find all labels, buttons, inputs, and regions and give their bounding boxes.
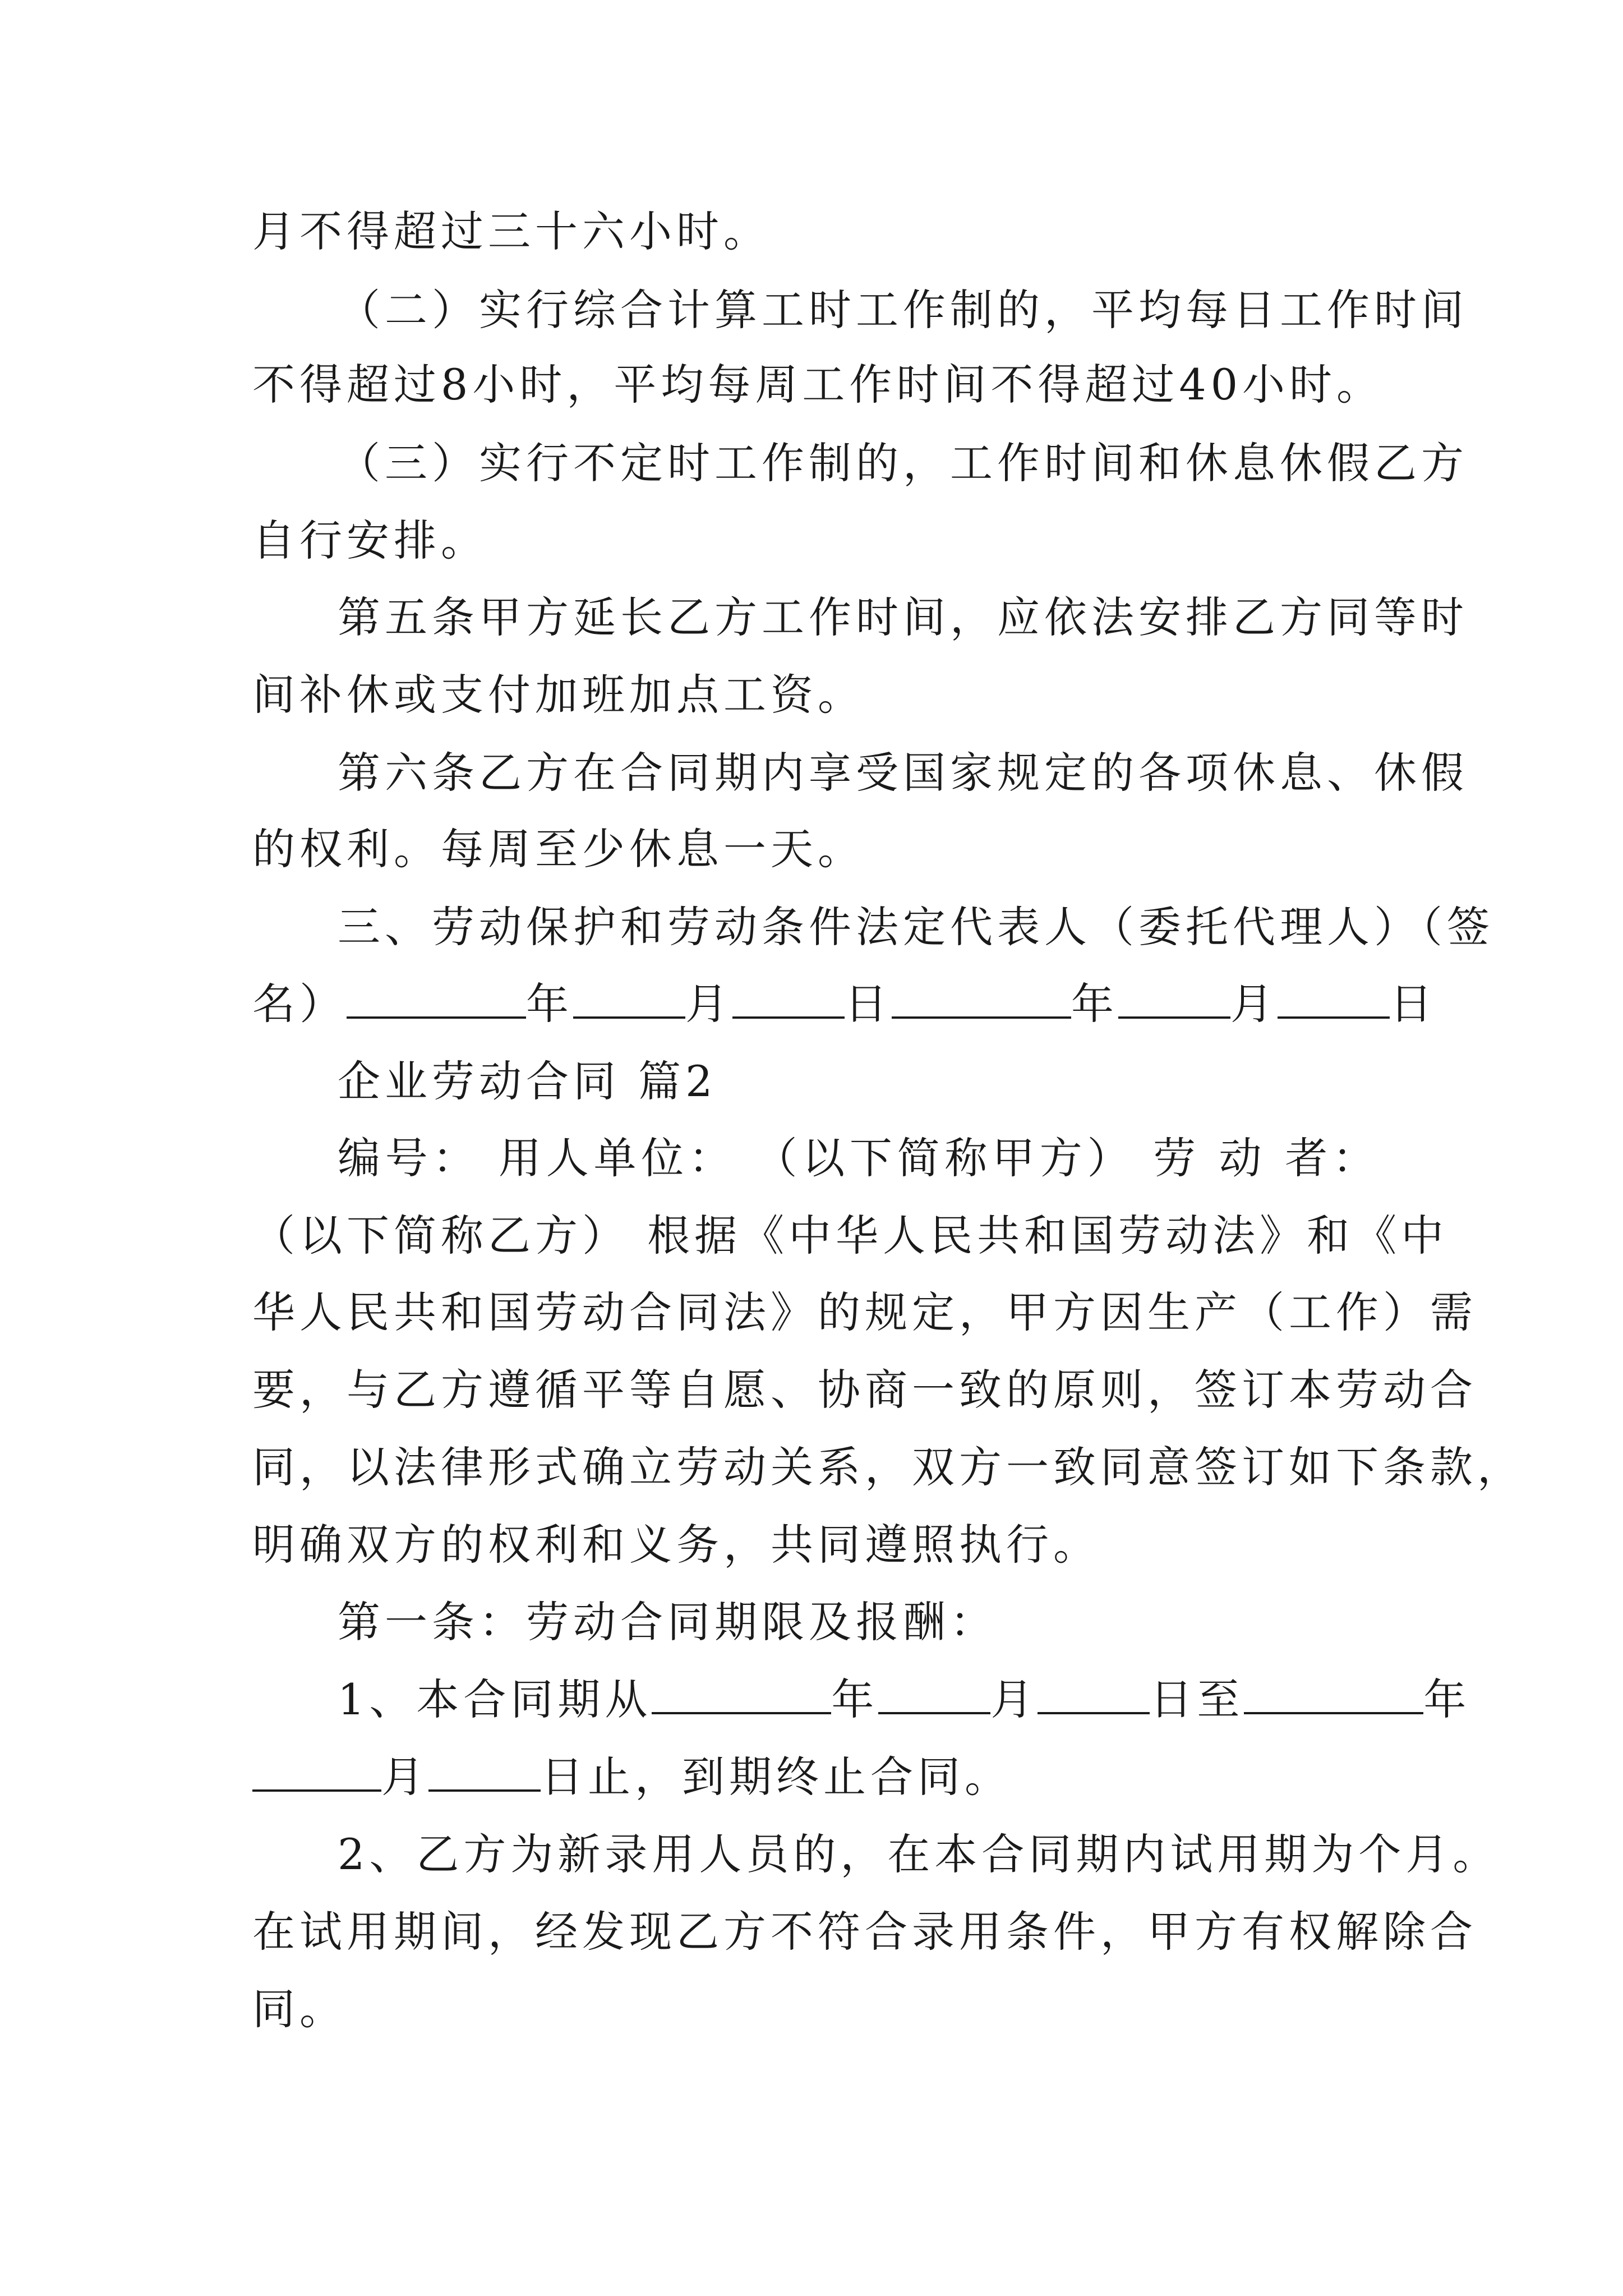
paragraph-line: （以下简称乙方） 根据《中华人民共和国劳动法》和《中 [252, 1211, 1449, 1260]
paragraph-line: 同，以法律形式确立劳动关系，双方一致同意签订如下条款， [252, 1442, 1524, 1492]
day-unit: 日 [1390, 979, 1437, 1029]
month-unit: 月 [990, 1674, 1038, 1724]
year-unit: 年 [1071, 979, 1118, 1029]
paragraph-line: 华人民共和国劳动合同法》的规定，甲方因生产（工作）需 [252, 1287, 1477, 1337]
fill-in-blank [252, 1750, 381, 1792]
paragraph-line: （二）实行综合计算工时工作制的，平均每日工作时间 [338, 285, 1468, 335]
day-unit: 日 [845, 979, 892, 1029]
paragraph-line: 不得超过8小时，平均每周工作时间不得超过40小时。 [252, 360, 1384, 409]
year-unit: 年 [1423, 1674, 1471, 1724]
paragraph-line: 明确双方的权利和义务，共同遵照执行。 [252, 1520, 1100, 1570]
paragraph-line: 第五条甲方延长乙方工作时间，应依法安排乙方同等时 [338, 592, 1468, 642]
year-unit: 年 [831, 1674, 879, 1724]
to-unit: 日至 [1150, 1674, 1244, 1724]
fill-in-blank [573, 977, 685, 1019]
paragraph-line: 编号： 用人单位： （以下简称甲方） 劳 动 者： [338, 1133, 1380, 1183]
contract-period-line [338, 1673, 1471, 1727]
fill-in-blank [652, 1673, 831, 1714]
fill-in-blank [428, 1750, 541, 1792]
fill-in-blank [1118, 977, 1230, 1019]
month-unit: 月 [1230, 979, 1278, 1029]
paragraph-line: 在试用期间，经发现乙方不符合录用条件，甲方有权解除合 [252, 1907, 1477, 1957]
fill-in-blank [1244, 1673, 1423, 1714]
clause-heading: 第一条：劳动合同期限及报酬： [338, 1597, 997, 1647]
period-end-text: 日止，到期终止合同。 [541, 1752, 1012, 1802]
paragraph-line: 的权利。每周至少休息一天。 [252, 824, 865, 874]
fill-in-blank [1038, 1673, 1150, 1714]
fill-in-blank [892, 977, 1071, 1019]
month-unit: 月 [381, 1752, 428, 1802]
paragraph-line: 同。 [252, 1984, 347, 2034]
paragraph-line: 要，与乙方遵循平等自愿、协商一致的原则，签订本劳动合 [252, 1365, 1477, 1415]
paragraph-line: 三、劳动保护和劳动条件法定代表人（委托代理人）（签 [338, 902, 1494, 952]
paragraph-line: 2、乙方为新录用人员的，在本合同期内试用期为个月。 [338, 1829, 1500, 1879]
fill-in-blank [347, 977, 526, 1019]
paragraph-line: 月不得超过三十六小时。 [252, 206, 771, 256]
month-unit: 月 [685, 979, 732, 1029]
period-label: 1、本合同期从 [338, 1674, 652, 1724]
contract-period-line-2 [252, 1750, 1380, 1804]
fill-in-blank [878, 1673, 990, 1714]
year-unit: 年 [526, 979, 573, 1029]
paragraph-line: 第六条乙方在合同期内享受国家规定的各项休息、休假 [338, 748, 1468, 798]
section-heading: 企业劳动合同 篇2 [338, 1056, 717, 1106]
paragraph-line: （三）实行不定时工作制的，工作时间和休息休假乙方 [338, 438, 1468, 488]
name-label: 名） [252, 979, 347, 1029]
fill-in-blank [1278, 977, 1390, 1019]
paragraph-line: 自行安排。 [252, 516, 488, 565]
paragraph-line: 间补休或支付加班加点工资。 [252, 670, 865, 720]
fill-in-blank [732, 977, 845, 1019]
signature-date-line [252, 977, 1437, 1031]
